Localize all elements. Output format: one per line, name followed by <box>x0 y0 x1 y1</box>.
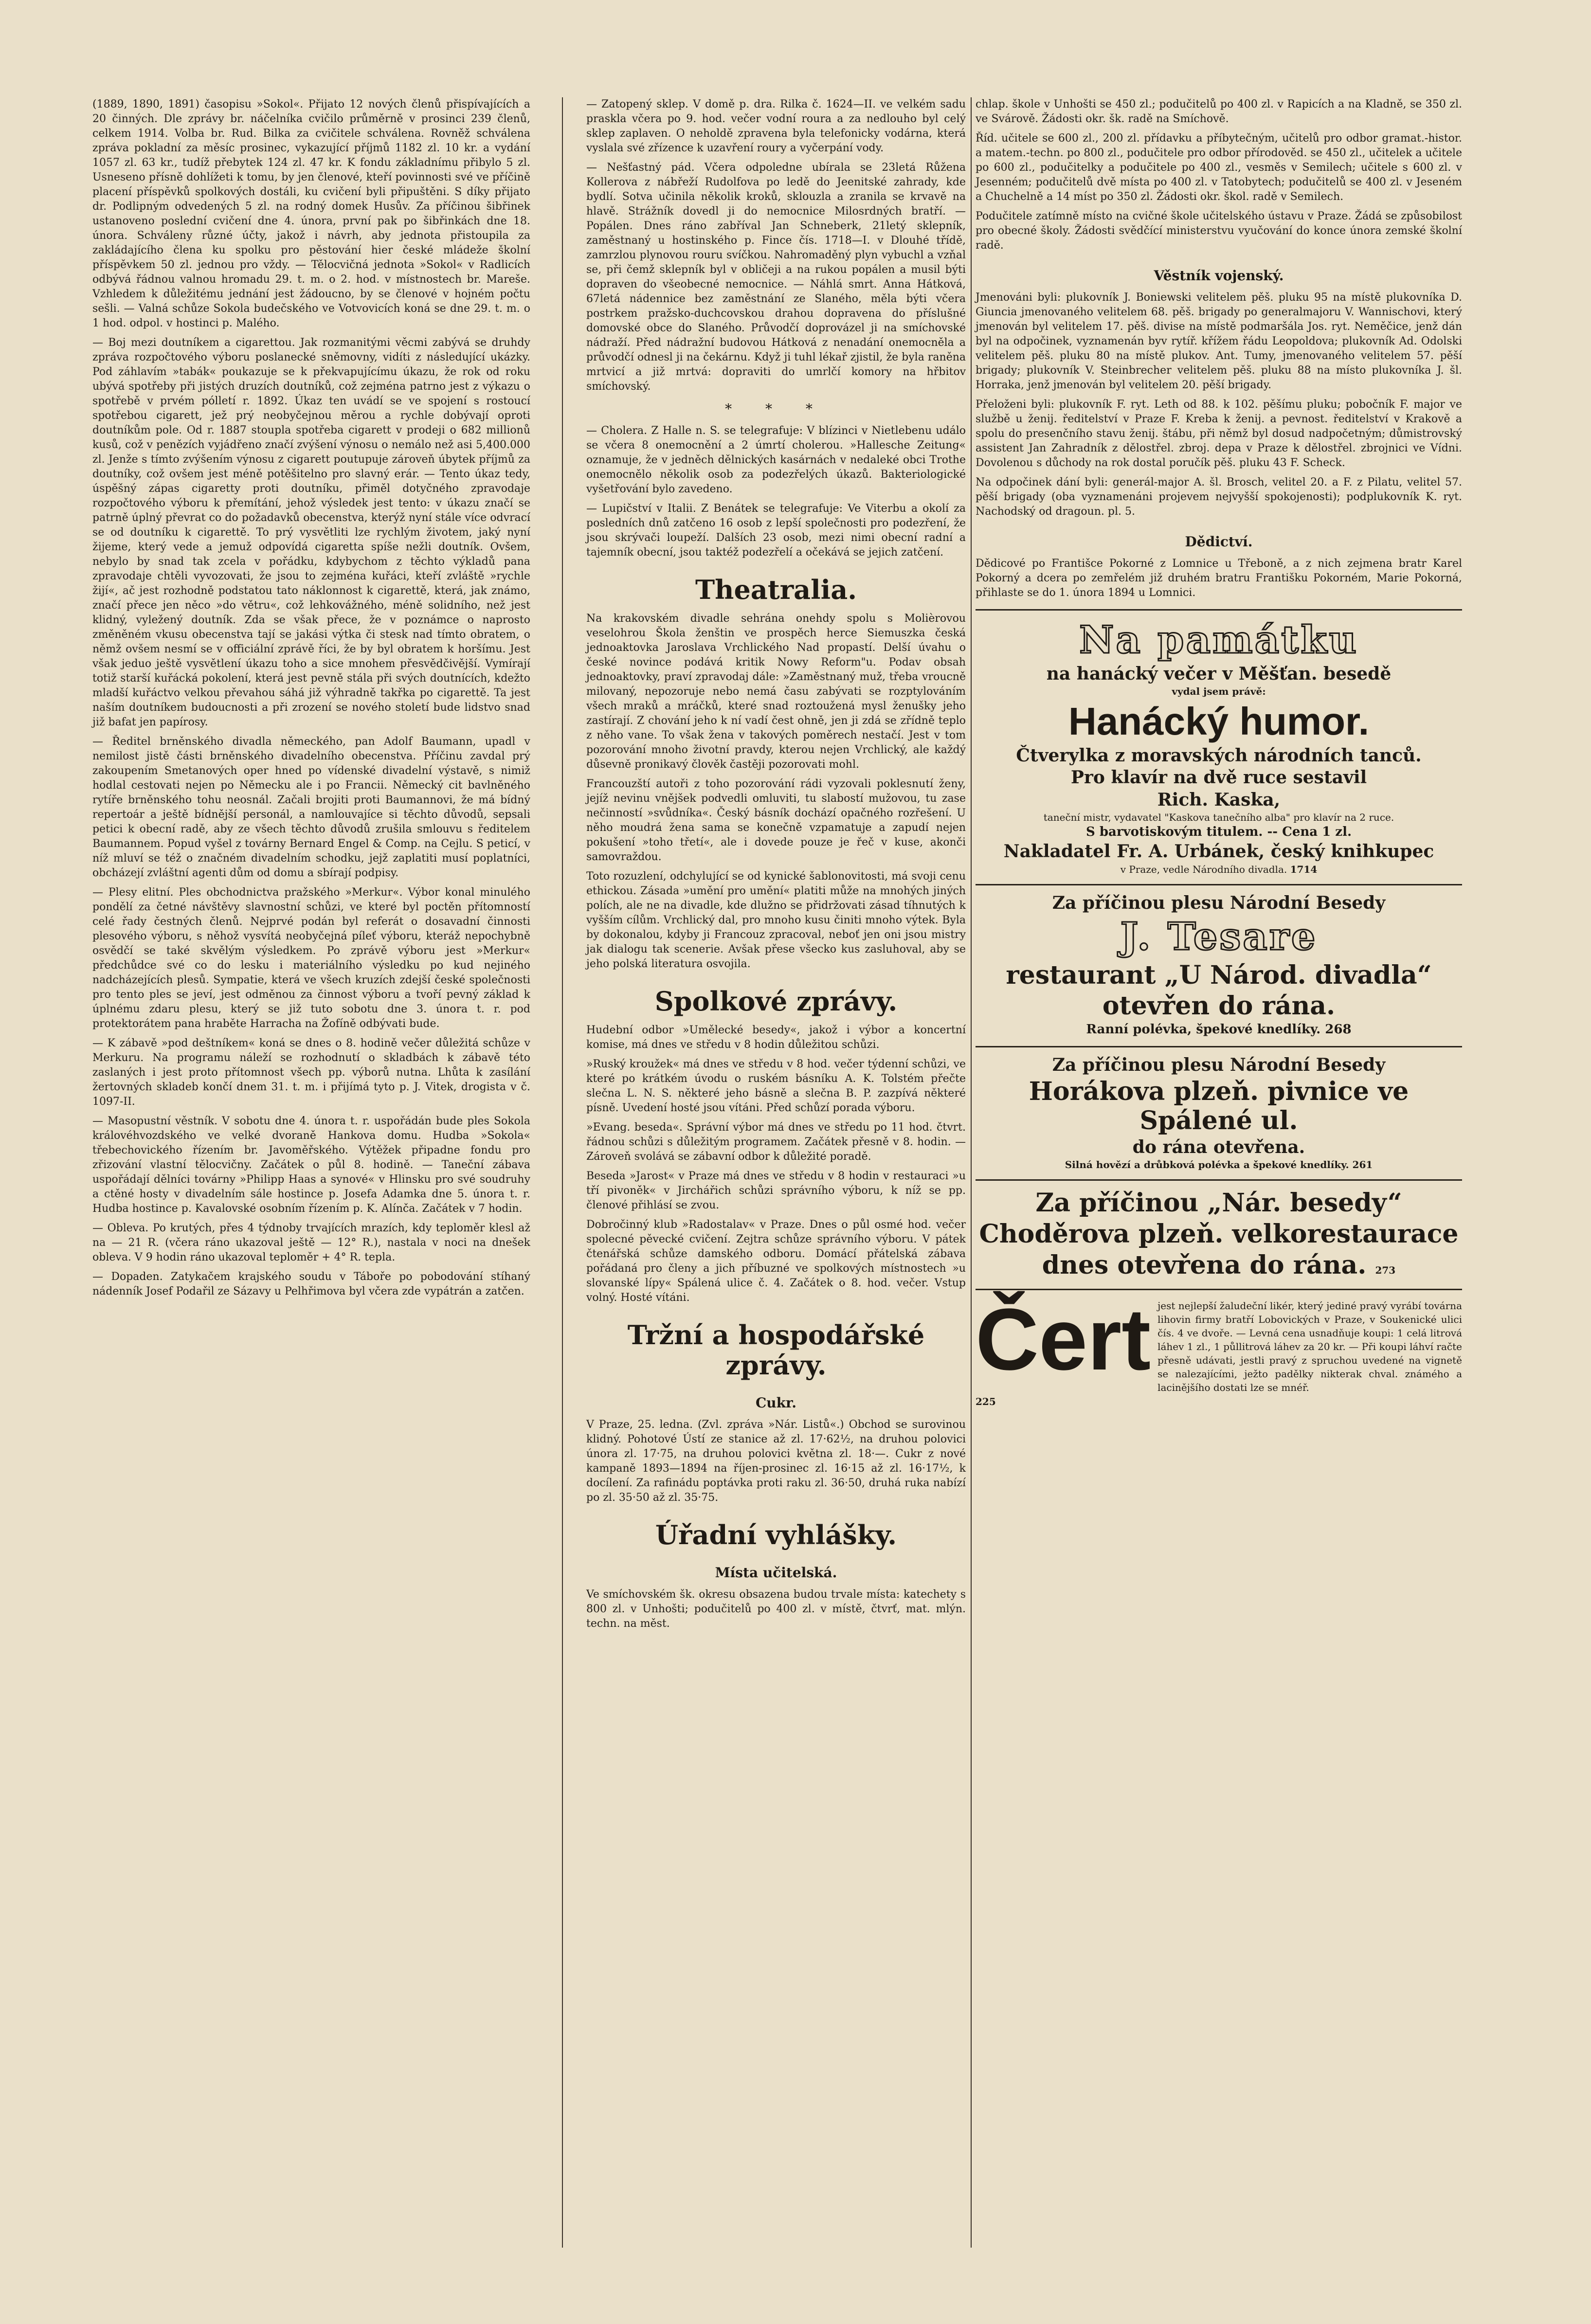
ad-text: otevřen do rána. <box>1102 991 1336 1021</box>
column-middle <box>586 97 966 1636</box>
ad-text: Za příčinou plesu Národní Besedy <box>1052 1055 1386 1076</box>
section-heading-spolkove-zpravy: Spolkové zprávy. <box>654 986 898 1017</box>
article-paragraph: Jmenováni byli: plukovník J. Boniewski velitelem pěš. pluku 95 na místě plukovníka D. Giuncia jmenovaného velitelem 68. pěš. brigady po generalmajoru V. Wannischovi, který jmenován byl velitelem 17. pěš. divise na místě podmaršála Jos. ryt. Neměčice, jenž dán byl na odpočinek, vyznamenán byv rytíř. křížem řádu Leopoldova; plukovník Ad. Odolski velitelem pěš. pluku 80 na místě plukov. Ant. Tumy, jmenovaného velitelem 57. pěší brigady; plukovník V. Steinbrecher velitelem pěš. pluku 88 na místo plukovníka J. šl. Horraka, jenž jmenován byl velitelem 20. pěší brigady. <box>976 291 1462 391</box>
ad-body <box>976 1290 1462 1394</box>
article-paragraph: V Praze, 25. ledna. (Zvl. zpráva »Nár. Listů«.) Obchod se surovinou klidný. Pohotové Ústí ze stanice až zl. 17·62½, na druhou polovici února zl. 17·75, na druhou polovici května zl. 18·—. Cukr z nové kampaně 1893—1894 na říjen-prosinec zl. 16·15 až zl. 16·17½, k docílení. Za rafinádu poptávka proti raku zl. 36·50, druhá ruka nabízí po zl. 35·50 až zl. 35·75. <box>586 1419 966 1504</box>
advertisement-choderova-restaurace <box>976 1179 1462 1279</box>
ad-title: Na památku <box>1079 618 1358 662</box>
article-paragraph: Ve smíchovském šk. okresu obsazena budou trvale místa: katechety s 800 zl. v Unhošti; podučitelů po 400 zl. v místě, čtvrť, mat. mlýn. techn. na měst. <box>586 1588 966 1630</box>
ad-subtitle: na hanácký večer v Měšťan. besedě <box>1046 663 1392 684</box>
article-paragraph: Říd. učitele se 600 zl., 200 zl. přídavku a příbytečným, učitelů pro odbor gramat.-histor. a matem.-techn. po 800 zl., podučitele pro odbor přírodověd. se 450 zl., učitelek a učitele po 600 zl., podučitelky a podučitele po 400 zl., vesměs v Semilech; učitele s 600 zl. v Jesenném; podučitelů dvě místa po 400 zl. v Tatobytech; podučitelů se 400 zl. v Jeseném a Chuchelně a 14 míst po 350 zl. Žádosti okr. škol. radě v Semilech. <box>976 132 1462 203</box>
ad-text: Ranní polévka, špekové knedlíky. 268 <box>1086 1022 1352 1037</box>
article-paragraph: Dědicové po Františce Pokorné z Lomnice u Třeboně, a z nich zejmena bratr Karel Pokorný a dcera po zemřelém již druhém bratru Františku Pokorném, Marie Pokorná, přihlaste se do 1. února 1894 u Lomnici. <box>976 558 1462 599</box>
column-divider <box>562 97 563 2248</box>
section-subheading: Místa učitelská. <box>715 1565 837 1581</box>
article-paragraph: — Cholera. Z Halle n. S. se telegrafuje: V blízinci v Nietlebenu událo se včera 8 onemocnění a 2 úmrtí cholerou. »Hallesche Zeitung« oznamuje, že v jedněch dělnických kasárnách v nedaleké obci Trothe onemocnělo několik osob za podezřelých úkazů. Bakteriologické vyšetřování bylo zavedeno. <box>586 425 966 495</box>
ad-publisher: Nakladatel Fr. A. Urbánek, český knihkupec <box>1003 841 1434 862</box>
column-divider <box>971 97 972 2248</box>
article-paragraph: Hudební odbor »Umělecké besedy«, jakož i výbor a koncertní komise, má dnes ve středu v 8 hodin důležitou schůzi. <box>586 1024 966 1051</box>
article-paragraph: — Dopaden. Zatykačem krajského soudu v Táboře po pobodování stíhaný nádenník Josef Podařil ze Sázavy u Pelhřimova byl včera zde vypátrán a zatčen. <box>92 1271 530 1297</box>
ad-text: jest nejlepší žaludeční likér, který jediné pravý vyrábí továrna lihovin firmy bratří Lobovických v Praze, v Soukenické ulici čís. 4 ve dvoře. — Levná cena usnadňuje koupi: 1 celá litrová láhev 1 zl., 1 půllitrová láhev za 20 kr. — Při koupi láhví račte přesně udávati, jestli pravý z spruchou uvedené na vignetě se nalezajícími, ježto padělky nikterak chval. známého a lacinějšího dostati lze se mnéř. <box>1157 1299 1462 1393</box>
ad-headline: restaurant „U Národ. divadla“ <box>1006 960 1432 990</box>
ad-headline: Horákova plzeň. pivnice ve Spálené ul. <box>1029 1077 1409 1136</box>
article-paragraph: Toto rozuzlení, odchylující se od kynické šablonovitosti, má svoji cenu ethickou. Zásada »umění pro umění« platiti může na mnohých jiných polích, ale ne na divadle, kde dlužno se přidržovati zásad tíhnutých k vyšším cílům. Vrchlický dal, pro mnoho kusu činiti mnoho výtek. Byla by dokonalou, kdyby ji Francouz zpracoval, neboť jen oni jsou mistry jak dialogu tak scenerie. Avšak přese všecko kus zasluhoval, aby se jeho polská literatura osvojila. <box>586 870 966 970</box>
ad-author: Rich. Kaska, <box>1157 789 1281 810</box>
advertisement-tesare-restaurant <box>976 884 1462 1038</box>
ad-text: Pro klavír na dvě ruce sestavil <box>1070 767 1367 788</box>
article-paragraph: Na odpočinek dání byli: generál-major A. šl. Brosch, velitel 20. a F. z Pilatu, velitel 57. pěší brigady (oba vyznamenáni projevem nejvyšší spokojenosti); podplukovník K. ryt. Nachodský od dragoun. pl. 5. <box>976 476 1462 518</box>
ad-headline: Čert <box>976 1290 1151 1388</box>
article-paragraph: — Masopustní věstník. V sobotu dne 4. února t. r. uspořádán bude ples Sokola královéhvozdského ve velké dvoraně Hankova domu. Hudba »Sokola« třebechovického řízením br. Javoměřského. Výtěžek připadne fondu pro zřizování vlastní tělocvičny. Začátek o půl 8. hodině. — Taneční zábava uspořádají dělníci továrny »Philipp Haas a synové« v Hlinsku pro své soudruhy a ctěné hosty v divadelním sále hostince p. Josefa Adamka dne 5. února t. r. Hudba hostince p. Kavalovské osobním řízením p. K. Alínča. Začátek v 7 hodin. <box>92 1115 530 1215</box>
section-heading-uredni-vyhlasky: Úřadní vyhlášky. <box>655 1519 897 1550</box>
article-paragraph: Beseda »Jarost« v Praze má dnes ve středu v 8 hodin v restauraci »u tří pivoněk« v Jirchářich schůzi správního výboru, k níž se pp. členové přihlásí se zvou. <box>586 1170 966 1211</box>
ad-text: Za příčinou plesu Národní Besedy <box>1052 892 1386 913</box>
column-left <box>92 97 530 1304</box>
ad-address: v Praze, vedle Národního divadla. 1714 <box>1120 863 1318 875</box>
ad-text: taneční mistr, vydavatel "Kaskova tanečního alba" pro klavír na 2 ruce. <box>1043 811 1394 824</box>
section-heading-trzni-zpravy: Tržní a hospodářské zprávy. <box>627 1319 925 1381</box>
advertisement-hanacky-humor <box>976 609 1462 875</box>
article-paragraph: — Lupičství v Italii. Z Benátek se telegrafuje: Ve Viterbu a okolí za posledních dnů zatčeno 16 osob z lepší společnosti pro podezření, že jsou skrývači loupeží. Dalších 23 osob, mezi nimi obecní radní a tajemník obecní, jsou taktéž podezřelí a očekává se jejich zatčení. <box>586 503 966 558</box>
article-paragraph: — Plesy elitní. Ples obchodnictva pražského »Merkur«. Výbor konal minulého pondělí za četné návštěvy slavnostní schůzi, ve které byl poctěn přítomností celé řady čestných členů. Nejprvé podán byl referát o dosavadní činnosti plesového výboru, s něhož vysvítá neobyčejná píleť výboru, kteráž nepochybně osvědčí se také skvělým výsledkem. Po zprávě výboru jest »Merkur« předchůdce své co do lesku i materiálního výsledku po kud nejiného nadcházejících plesů. Sympatie, která ve všech kruzích zdejší české společnosti pro tento ples se jeví, jest odměnou za činnost výboru a tvoří pevný základ k úplnému zdaru plesu, který se již tuto sobotu dne 3. února t. r. pod protektorátem pana hraběte Harracha na Žofíně odbývati bude. <box>92 886 530 1030</box>
article-paragraph: »Evang. beseda«. Správní výbor má dnes ve středu po 11 hod. čtvrt. řádnou schůzi s důležitým programem. Začátek přesně v 8. hodin. — Zároveň svolává se zábavní odbor k důležité poradě. <box>586 1121 966 1163</box>
article-paragraph: »Ruský kroužek« má dnes ve středu v 8 hod. večer týdenní schůzi, ve které po krátkém úvodu o ruském básníku A. K. Tolstém přečte slečna L. N. S. některé jeho básně a slečna B. P. zazpívá některé písně. Uvedení hosté jsou vítáni. Před schůzí porada výboru. <box>586 1058 966 1114</box>
section-subheading: Cukr. <box>756 1395 796 1411</box>
ad-text: Čtverylka z moravských národních tanců. <box>1016 745 1422 766</box>
ad-headline: Choděrova plzeň. velkorestaurace <box>979 1219 1459 1249</box>
section-separator: * * * <box>725 401 827 417</box>
ad-number: 225 <box>976 1395 996 1407</box>
ad-name: J. Tesare <box>1120 914 1318 959</box>
article-paragraph: — Nešťastný pád. Včera odpoledne ubírala se 23letá Růžena Kollerova z nábřeží Rudolfova po ledě do Jeenitské zahrady, kde bydlí. Sotva učinila několik kroků, sklouzla a zranila se krvavě na hlavě. Strážník dovedl ji do nemocnice Milosrdných bratří. — Popálen. Dnes ráno zabříval Jan Schneberk, 21letý sklepník, zaměstnaný u hostinského p. Fince čís. 1718—I. v Dlouhé třídě, zamrzlou plynovou rouru svíčkou. Nahromaděný plyn vybuchl a vzňal se, při čemž sklepník byl v obličeji a na rukou popálen a musil býti dopraven do všeobecné nemocnice. — Náhlá smrt. Anna Hátková, 67letá nádennice bez zaměstnání ze Slaného, měla býti včera postrkem pražsko-duchcovskou drahou dopravena do příslušné domovské obce do Slaného. Průvodčí doprovázel ji na smíchovské nádraží. Před nádražní budovou Hátková z nenadání onemocněla a průvodčí odnesl ji na čekárnu. Když ji tuhl lékař zjistil, že byla raněna mrtvicí a již mrtvá: dopraviti do umrlčí komory na hřbitov smíchovský. <box>586 162 966 393</box>
article-paragraph: — Boj mezi doutníkem a cigarettou. Jak rozmanitými věcmi zabývá se druhdy zpráva rozpočtového výboru poslanecké sněmovny, vidíti z následující ukázky. Pod záhlavím »tabák« poukazuje se k překvapujícímu úkazu, že rok od roku ubývá spotřeby při jistých druzích doutníků, což zejména patrno jest z výkazu o spotřebě v prvém pólletí r. 1892. Úkaz ten uvádí se ve spojení s rostoucí spotřebou cigarett, jež prý neobyčejnou měrou a rychle dobývají oproti doutníkům pole. Od r. 1887 stoupla spotřeba cigarett v prodeji o 682 millionů kusů, což v penězích vyjádřeno značí zvýšení výnosu o nemálo než asi 5,400.000 zl. Jenže s tímto zvýšením výnosu z cigarett poutupuje zároveň úbytek příjmů za doutníky, což ovšem jest méně potěšitelno pro slavný erár. — Tento úkaz tedy, úspěšný zápas cigaretty proti doutníku, přiměl dotyčného zpravodaje rozpočtového výboru k přemítání, jehož výsledek jest tento: v úkazu značí se patrně úplný převrat co do požadavků obecenstva, kterýž nyní stále více odvrací se od doutníku k cigarettě. To prý vysvětliti lze rychlým životem, jaký nyní žijeme, který vede a jemuž odpovídá cigaretta spíše nežli doutník. Ovšem, nebylo by snad tak zcela v pořádku, kdybychom z těchto výkladů pana zpravodaje chtěli vyvozovati, že jsou to zejména kuřáci, kteří zvláště »rychle žijí«, ač jest rozhodně podstatou tato náklonnost k cigarettě, která, jak známo, značí přece jen něco »do větru«, což lehkovážného, méně solidního, než jest klidný, vyležený doutník. Zda se však přece, že v poznámce o naprosto změněném vkusu obecenstva tají se jakási výtka či stesk nad tímto obratem, o němž ovšem nesmí se v officiální zprávě říci, že by byl obratem k horšímu. Jest však jeduo ještě vysvětlení úkazu toho a sice mnohem přesvědčivější. Vymírají totiž starší kuřácká pokolení, která jest pevně stála při svých doutnících, kdežto mladší kuřáctvo velkou převahou sáhá již výhradně takřka po cigarettě. Ta jest naším doutníkem budoucnosti a při zrození se nového století bude lidstvo snad již bafat jen papírosy. <box>92 337 530 728</box>
ad-text: vydal jsem právě: <box>1172 685 1266 698</box>
ad-headline: Hanácký humor. <box>1068 700 1369 743</box>
ad-text: do rána otevřena. <box>1132 1137 1305 1158</box>
article-paragraph: (1889, 1890, 1891) časopisu »Sokol«. Přijato 12 nových členů přispívajících a 20 činných. Dle zprávy br. náčelníka cvičilo průměrně v prosinci 239 členů, celkem 1914. Volba br. Rud. Bilka za cvičitele schválena. Rovněž schválena zpráva pokladní za měsíc prosinec, vykazující příjmů 1182 zl. 10 kr. a vydání 1057 zl. 63 kr., tudíž přebytek 124 zl. 47 kr. K fondu základnímu přibylo 5 zl. Usneseno přísně dohlížeti k tomu, by jen členové, kteří povinnosti své ve příčině placení příspěvků spolkových dostáli, ku cvičení byli připuštěni. S díky přijato dr. Podlipným odvedených 5 zl. na rodný domek Husův. Za příčinou šibřinek ustanoveno poslední cvičení dne 4. února, první pak po šibřinkách dne 18. února. Schváleny různé účty, jakož i návrh, aby jednota přistoupila za zakládajícího člena ku spolku pro pěstování hier české mládeže školní příspěvkem 50 zl. jednou pro vždy. — Tělocvičná jednota »Sokol« v Radlicích odbývá řádnou valnou hromadu 29. t. m. o 2. hod. v místnostech br. Mareše. Vzhledem k důležitému jednání jest žádoucno, by se členové v hojném počtu sešli. — Valná schůze Sokola budečského ve Votvovicích koná se dne 29. t. m. o 1 hod. odpol. v hostinci p. Malého. <box>92 98 530 329</box>
ad-price: S barvotiskovým titulem. -- Cena 1 zl. <box>1086 825 1352 840</box>
article-paragraph: Francouzští autoři z toho pozorování rádi vyzovali poklesnutí ženy, jejíž nevinu vnějšek podvedli omluviti, tu slabostí mužovou, tu zase nečinností »svůdníka«. Český básník dochází opačného rozřešení. U něho moudrá žena sama se konečně vzpamatuje a zapudí nejen pokušení »toho třetí«, ale i dovede pouze je řeč v kuse, akonči samovraždou. <box>586 778 966 863</box>
article-paragraph: — Zatopený sklep. V domě p. dra. Rilka č. 1624—II. ve velkém sadu praskla včera po 9. hod. večer vodní roura a za nedlouho byl celý sklep zaplaven. O neholdě zpravena byla telefonicky vodárna, která vyslala své zřízence k uzavření roury a vyčerpání vody. <box>586 98 966 154</box>
advertisement-cert-liker <box>976 1289 1462 1407</box>
article-paragraph: Přeloženi byli: plukovník F. ryt. Leth od 88. k 102. pěšímu pluku; pobočník F. major ve službě u ženij. ředitelství v Praze F. Kreba k ženij. a pevnost. ředitelství v Krakově a spolu do presenčního stavu ženij. štábu, při němž byl dosud nadpočetným; důmistrovský assistent Jan Zahradník z dělostřel. zbroj. depa v Praze k dělostřel. zbrojnici ve Vídni. Dovolenou s důchody na rok dostal poručík pěš. pluku 43 F. Scheck. <box>976 398 1462 469</box>
article-paragraph: — K zábavě »pod deštníkem« koná se dnes o 8. hodině večer důležitá schůze v Merkuru. Na programu náleží se rozhodnutí o skladbách k zábavě této zaslaných i jest proto přítomnost všech pp. výborů nutna. Lhůta k zasílání žertovných skladeb končí dnem 31. t. m. i přijímá tyto p. J. Vitek, drogista v č. 1097-II. <box>92 1037 530 1108</box>
article-paragraph: chlap. škole v Unhošti se 450 zl.; podučitelů po 400 zl. v Rapicích a na Kladně, se 350 zl. ve Svárově. Žádosti okr. šk. radě na Smíchově. <box>976 98 1462 125</box>
column-right <box>976 97 1462 1409</box>
article-paragraph: Na krakovském divadle sehrána onehdy spolu s Molièrovou veselohrou Škola ženštin ve prospěch herce Siemuszka česká jednoaktovka Jaroslava Vrchlického Nad propastí. Delší úvahu o české novince podává kritik Nowy Reform"u. Podav obsah jednoaktovky, praví zpravodaj dále: »Zaměstnaný muž, třeba vroucně milovaný, nepozoruje nebo nemá času zabývati se rozptylováním všech mraků a mráčků, které snad roztoužená mysl ženušky jeho zastírají. Z chování jeho k ní vadí čest ohně, jen ji zdá se zřídně teplo z něho vane. To však žena v takových poměrech nestačí. Jest v tom pozorování mnoho životní pravdy, kterou nejen Vrchlický, ale každý důsevně pronikavý člověk častěji pozorovati mohl. <box>586 613 966 771</box>
section-heading-dedictvi: Dědictví. <box>1185 534 1253 550</box>
advertisement-horakova-pivnice <box>976 1046 1462 1171</box>
ad-text: Za příčinou „Nár. besedy“ <box>1035 1188 1402 1218</box>
article-paragraph: — Obleva. Po krutých, přes 4 týdnoby trvajících mrazích, kdy teploměr klesl až na — 21 R. (včera ráno ukazoval ještě — 12° R.), nastala v noci na dnešek obleva. V 9 hodin ráno ukazoval teploměr + 4° R. tepla. <box>92 1222 530 1263</box>
article-paragraph: — Ředitel brněnského divadla německého, pan Adolf Baumann, upadl v nemilost jistě části brněnského divadelního obecenstva. Příčinu zavdal prý zakoupením Smetanových oper hned po vídenské divadelní výstavě, s nimiž hodlal cestovati nejen po Německu ale i po Francii. Německý cit bavlněného rytíře brněnského tohu neosnál. Začali brojiti proti Baumannovi, že má bídný repertoár a ještě bídnější personál, a namlouvajíce si těchto důvodů, sepsali petici k obecní radě, aby ze všech těchto důvodů zrušila smlouvu s ředitelem Baumannem. Popud vyšel z továrny Bernard Engel & Comp. na Cejlu. S peticí, v níž mluví se též o značném divadelním schodku, jejž zaplatiti musí poplatníci, obcházejí zvláštní agenti dům od domu a sbírají podpisy. <box>92 736 530 879</box>
section-heading-vestnik-vojensky: Věstník vojenský. <box>1154 268 1284 284</box>
article-paragraph: Podučitele zatímně místo na cvičné škole učitelského ústavu v Praze. Žádá se způsobilost pro obecné školy. Žádosti svědčící ministerstvu vyučování do konce února zemské školní radě. <box>976 210 1462 252</box>
article-paragraph: Dobročinný klub »Radostalav« v Praze. Dnes o půl osmé hod. večer spolecné pěvecké cvičení. Zejtra schůze správního výboru. V pátek čtenářská schůze damského odboru. Domácí přátelská zábava pořádaná pro členy a jich příbuzné ve spolkových místnostech »u slovanské lípy« Spálená ulice č. 4. Začátek o 8. hod. večer. Vstup volný. Hosté vítáni. <box>586 1219 966 1304</box>
ad-text: dnes otevřena do rána. 273 <box>1042 1250 1396 1280</box>
section-heading-theatralia: Theatralia. <box>695 574 857 605</box>
ad-text: Silná hovězí a drůbková polévka a špekové knedlíky. 261 <box>1065 1159 1373 1171</box>
